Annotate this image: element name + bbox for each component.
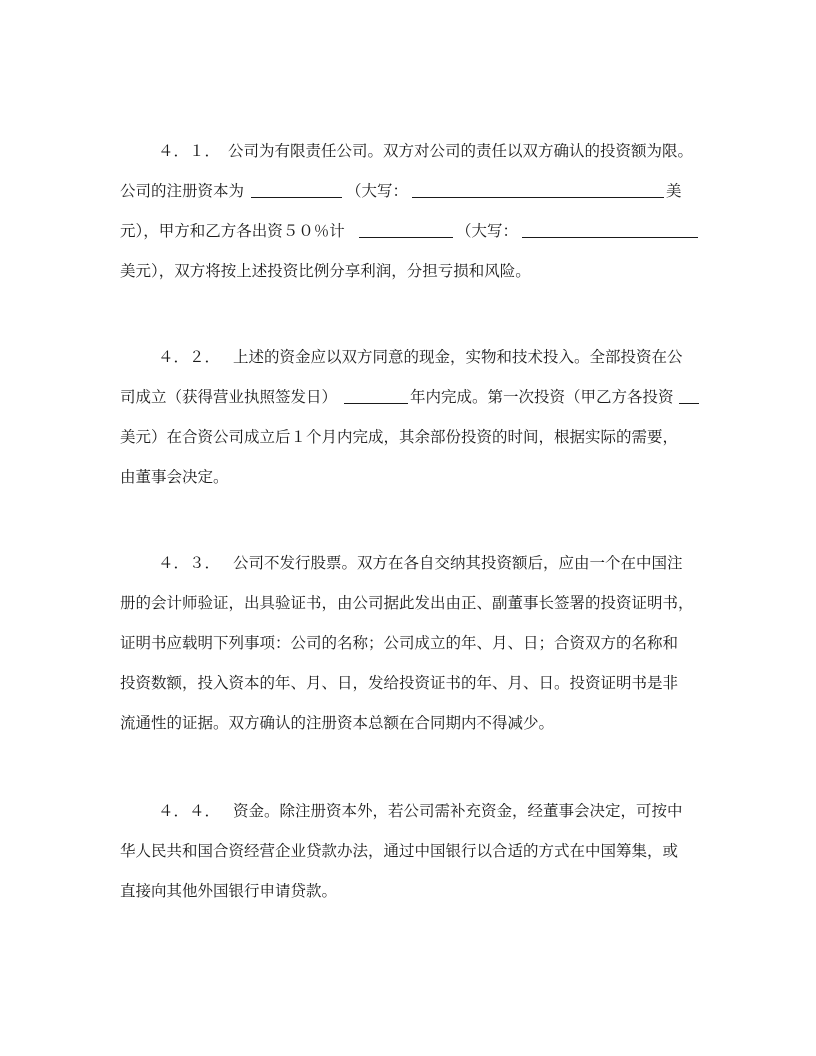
clause-text: 上述的资金应以双方同意的现金，实物和技术投入。全部投资在公 xyxy=(233,348,683,366)
registered-capital-blank xyxy=(251,197,342,198)
clause-line xyxy=(120,673,700,713)
clause-line xyxy=(120,261,700,301)
clause-text: 华人民共和国合资经营企业贷款办法，通过中国银行以合适的方式在中国筹集，或 xyxy=(120,842,679,860)
clause-number: ４．４． xyxy=(158,802,221,820)
clause-text: 证明书应载明下列事项：公司的名称；公司成立的年、月、日；合资双方的名称和 xyxy=(120,634,679,652)
clause-line xyxy=(120,181,700,221)
first-investment-blank xyxy=(679,403,699,404)
clause-line xyxy=(120,427,700,467)
clause-line xyxy=(120,881,700,921)
capital-in-words-blank xyxy=(412,197,664,198)
clause-line xyxy=(120,553,700,593)
contribution-in-words-blank xyxy=(522,237,698,238)
clause-line xyxy=(120,801,700,841)
clause-4-2 xyxy=(120,347,700,507)
clause-line xyxy=(120,713,700,753)
clause-text: 美 xyxy=(666,182,682,200)
clause-number: ４．２． xyxy=(158,348,221,366)
clause-text: 年内完成。第一次投资（甲乙方各投资 xyxy=(410,388,674,406)
clause-text: 投资数额，投入资本的年、月、日，发给投资证书的年、月、日。投资证明书是非 xyxy=(120,674,679,692)
clause-line xyxy=(120,593,700,633)
clause-line xyxy=(120,387,700,427)
clause-text: 元），甲方和乙方各出资５０％计 xyxy=(120,222,345,240)
clause-text: 公司的注册资本为 xyxy=(120,182,245,200)
clause-number: ４．１． xyxy=(158,142,221,160)
years-blank xyxy=(344,403,408,404)
clause-text: 直接向其他外国银行申请贷款。 xyxy=(120,882,338,900)
clause-text: 公司不发行股票。双方在各自交纳其投资额后，应由一个在中国注 xyxy=(233,554,683,572)
clause-line xyxy=(120,347,700,387)
contribution-blank xyxy=(359,237,453,238)
clause-number: ４．３． xyxy=(158,554,221,572)
clause-text: 流通性的证据。双方确认的注册资本总额在合同期内不得减少。 xyxy=(120,714,555,732)
clause-text: 美元）在合资公司成立后１个月内完成，其余部份投资的时间，根据实际的需要， xyxy=(120,428,679,446)
clause-4-4 xyxy=(120,801,700,921)
clause-line xyxy=(120,841,700,881)
clause-line xyxy=(120,633,700,673)
clause-text: （大写： xyxy=(346,182,409,200)
clause-line xyxy=(120,221,700,261)
clause-text: 司成立（获得营业执照签发日） xyxy=(120,388,338,406)
clause-text: 公司为有限责任公司。双方对公司的责任以双方确认的投资额为限。 xyxy=(228,142,694,160)
clause-text: （大写： xyxy=(456,222,519,240)
clause-line xyxy=(120,141,700,181)
clause-text: 资金。除注册资本外，若公司需补充资金，经董事会决定，可按中 xyxy=(233,802,683,820)
clause-text: 美元），双方将按上述投资比例分享利润，分担亏损和风险。 xyxy=(120,262,531,280)
clause-line xyxy=(120,467,700,507)
clause-text: 由董事会决定。 xyxy=(120,468,229,486)
clause-text: 册的会计师验证，出具验证书，由公司据此发出由正、副董事长签署的投资证明书， xyxy=(120,594,694,612)
clause-4-1 xyxy=(120,141,700,301)
clause-4-3 xyxy=(120,553,700,753)
